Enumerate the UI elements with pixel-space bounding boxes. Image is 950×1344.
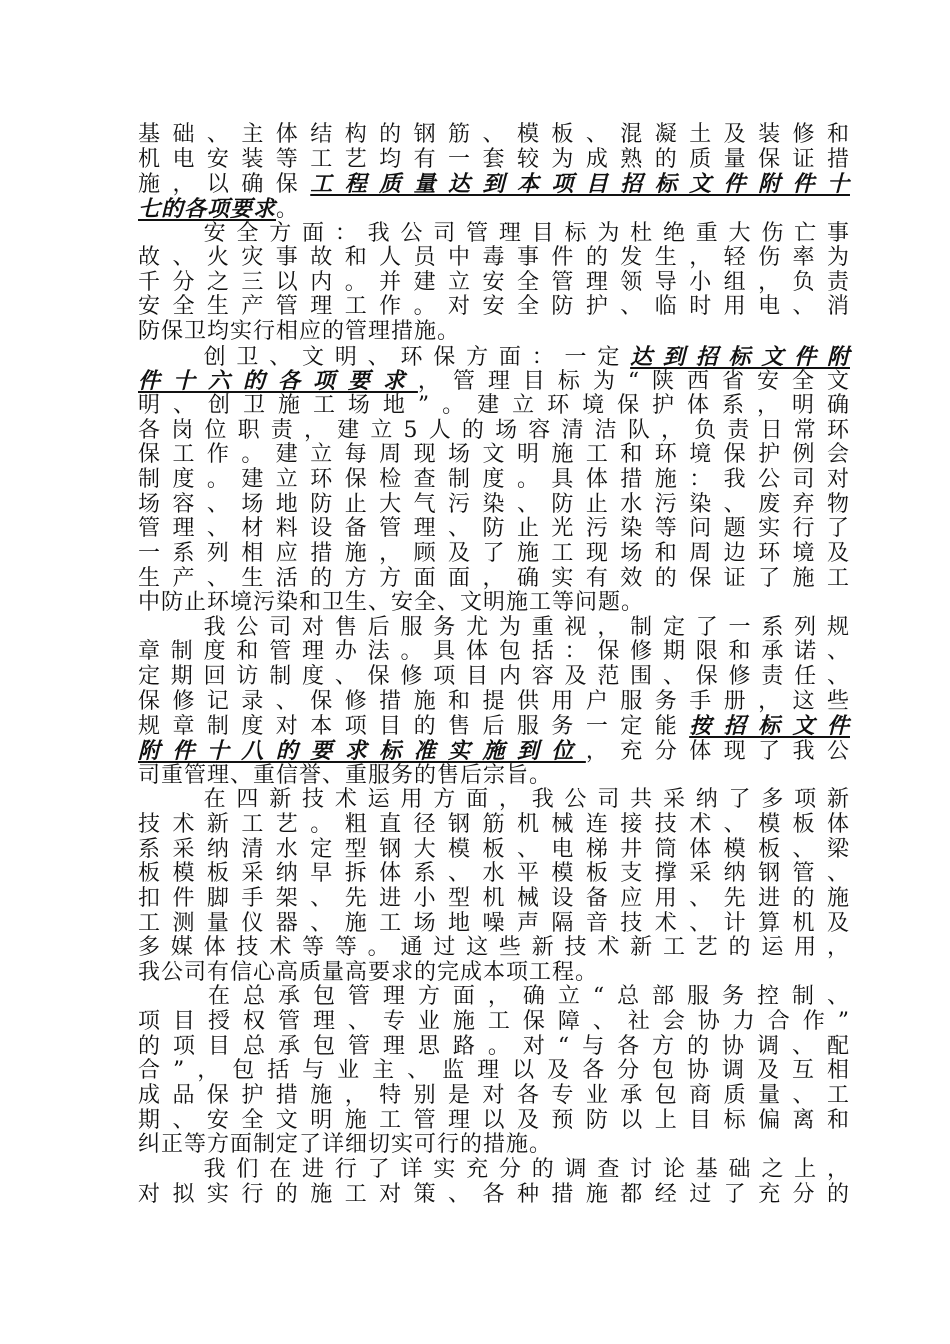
text-run: 在四新技术运用方面，我公司共采纳了多项新 (138, 787, 850, 813)
text-run: 合”，包括与业主、监理以及各分包协调及互相 (138, 1058, 850, 1084)
text-run: 施，以确保 (138, 172, 311, 198)
text-line (138, 936, 850, 961)
text-run: 防保卫均实行相应的管理措施。 (138, 319, 461, 345)
text-line (138, 1109, 850, 1134)
text-line (138, 1059, 850, 1084)
text-run: 保工作。建立每周现场文明施工和环境保护例会 (138, 442, 850, 468)
emphasized-requirement: 工程质量达到本项目招标文件附件十 (310, 171, 850, 198)
emphasized-requirement: 附件十八的要求标准实施到位 (138, 738, 586, 765)
text-run: 纠正等方面制定了详细切实可行的措施。 (138, 1132, 553, 1158)
text-run: 技术新工艺。粗直径钢筋机械连接技术、模板体 (138, 811, 850, 837)
text-line (138, 887, 850, 912)
text-run: 的项目总承包管理思路。对“与各方的协调、配 (138, 1033, 850, 1059)
text-run: ，管理目标为“陕西省安全文 (417, 369, 850, 395)
text-line (138, 517, 850, 542)
text-line (138, 443, 850, 468)
text-run: 机电安装等工艺均有一套较为成熟的质量保证措 (138, 146, 850, 172)
text-line (138, 862, 850, 887)
emphasized-requirement: 按招标文件 (689, 713, 850, 740)
text-run: 扣件脚手架、先进小型机械设备应用、先进的施 (138, 885, 850, 911)
text-run: 明、创卫施工场地”。建立环境保护体系，明确 (138, 393, 850, 419)
text-line (138, 591, 850, 616)
text-run: ，充分体现了我公 (585, 739, 850, 765)
text-line (138, 320, 850, 345)
text-line (138, 714, 850, 739)
text-line (138, 345, 850, 370)
text-line (138, 912, 850, 937)
text-run: 板模板采纳早拆体系、水平模板支撑采纳钢管、 (138, 861, 850, 887)
text-run: 期、安全文明施工管理以及预防以上目标偏离和 (138, 1107, 850, 1133)
text-line (138, 123, 850, 148)
text-line (138, 222, 850, 247)
text-run: 创卫、文明、环保方面：一定 (138, 344, 631, 370)
text-line (138, 1035, 850, 1060)
emphasized-requirement: 达到招标文件附 (630, 343, 850, 370)
text-run: 我公司有信心高质量高要求的完成本项工程。 (138, 959, 599, 985)
text-line (138, 271, 850, 296)
text-run: 项目授权管理、专业施工保障、社会协力合作” (138, 1009, 850, 1035)
text-line (138, 493, 850, 518)
text-line (138, 1133, 850, 1158)
text-run: 安全方面：我公司管理目标为杜绝重大伤亡事 (138, 220, 850, 246)
text-line (138, 172, 850, 197)
text-line (138, 788, 850, 813)
text-run: 对拟实行的施工对策、各种措施都经过了充分的 (138, 1181, 850, 1207)
text-run: 保修记录、保修措施和提供用户服务手册，这些 (138, 688, 850, 714)
text-run: 。 (276, 196, 300, 222)
text-line (138, 246, 850, 271)
text-run: 中防止环境污染和卫生、安全、文明施工等问题。 (138, 590, 645, 616)
text-run: 故、火灾事故和人员中毒事件的发生，轻伤率为 (138, 245, 850, 271)
text-run: 基础、主体结构的钢筋、模板、混凝土及装修和 (138, 122, 850, 147)
text-line (138, 665, 850, 690)
text-line (138, 764, 850, 789)
text-run: 各岗位职责，建立5人的场容清洁队，负责日常环 (138, 417, 850, 443)
text-run: 在总承包管理方面，确立“总部服务控制、 (138, 984, 850, 1010)
text-run: 规章制度对本项目的售后服务一定能 (138, 714, 690, 740)
text-run: 场容、场地防止大气污染、防止水污染、废弃物 (138, 491, 850, 517)
text-line (138, 739, 850, 764)
document-body (138, 123, 850, 1207)
text-run: 定期回访制度、保修项目内容及范围、保修责任、 (138, 664, 850, 690)
text-run: 千分之三以内。并建立安全管理领导小组，负责 (138, 269, 850, 295)
text-line (138, 813, 850, 838)
text-line (138, 542, 850, 567)
text-run: 章制度和管理办法。具体包括：保修期限和承诺、 (138, 639, 850, 665)
text-run: 司重管理、重信誉、重服务的售后宗旨。 (138, 762, 553, 788)
text-line (138, 468, 850, 493)
text-line (138, 1158, 850, 1183)
text-run: 一系列相应措施，顾及了施工现场和周边环境及 (138, 540, 850, 566)
text-line (138, 985, 850, 1010)
text-line (138, 1010, 850, 1035)
emphasized-requirement: 七的各项要求 (138, 195, 277, 222)
text-line (138, 295, 850, 320)
text-run: 管理、材料设备管理、防止光污染等问题实行了 (138, 516, 850, 542)
text-line (138, 419, 850, 444)
text-line (138, 567, 850, 592)
text-line (138, 197, 850, 222)
text-line (138, 1084, 850, 1109)
text-line (138, 1183, 850, 1208)
text-run: 我们在进行了详实充分的调查讨论基础之上， (138, 1156, 850, 1182)
text-line (138, 616, 850, 641)
text-run: 成品保护措施，特别是对各专业承包商质量、工 (138, 1082, 850, 1108)
text-run: 制度。建立环保检查制度。具体措施：我公司对 (138, 466, 850, 492)
text-line (138, 838, 850, 863)
text-line (138, 690, 850, 715)
text-run: 系采纳清水定型钢大模板、电梯井筒体模板、梁 (138, 836, 850, 862)
text-run: 工测量仪器、施工场地噪声隔音技术、计算机及 (138, 910, 850, 936)
text-line (138, 961, 850, 986)
text-run: 我公司对售后服务尤为重视，制定了一系列规 (138, 614, 850, 640)
text-line (138, 640, 850, 665)
text-line (138, 394, 850, 419)
emphasized-requirement: 件十六的各项要求 (138, 368, 418, 395)
text-line (138, 369, 850, 394)
text-run: 多媒体技术等等。通过这些新技术新工艺的运用， (138, 935, 850, 961)
text-run: 安全生产管理工作。对安全防护、临时用电、消 (138, 294, 850, 320)
text-line (138, 148, 850, 173)
text-run: 生产、生活的方方面面，确实有效的保证了施工 (138, 565, 850, 591)
